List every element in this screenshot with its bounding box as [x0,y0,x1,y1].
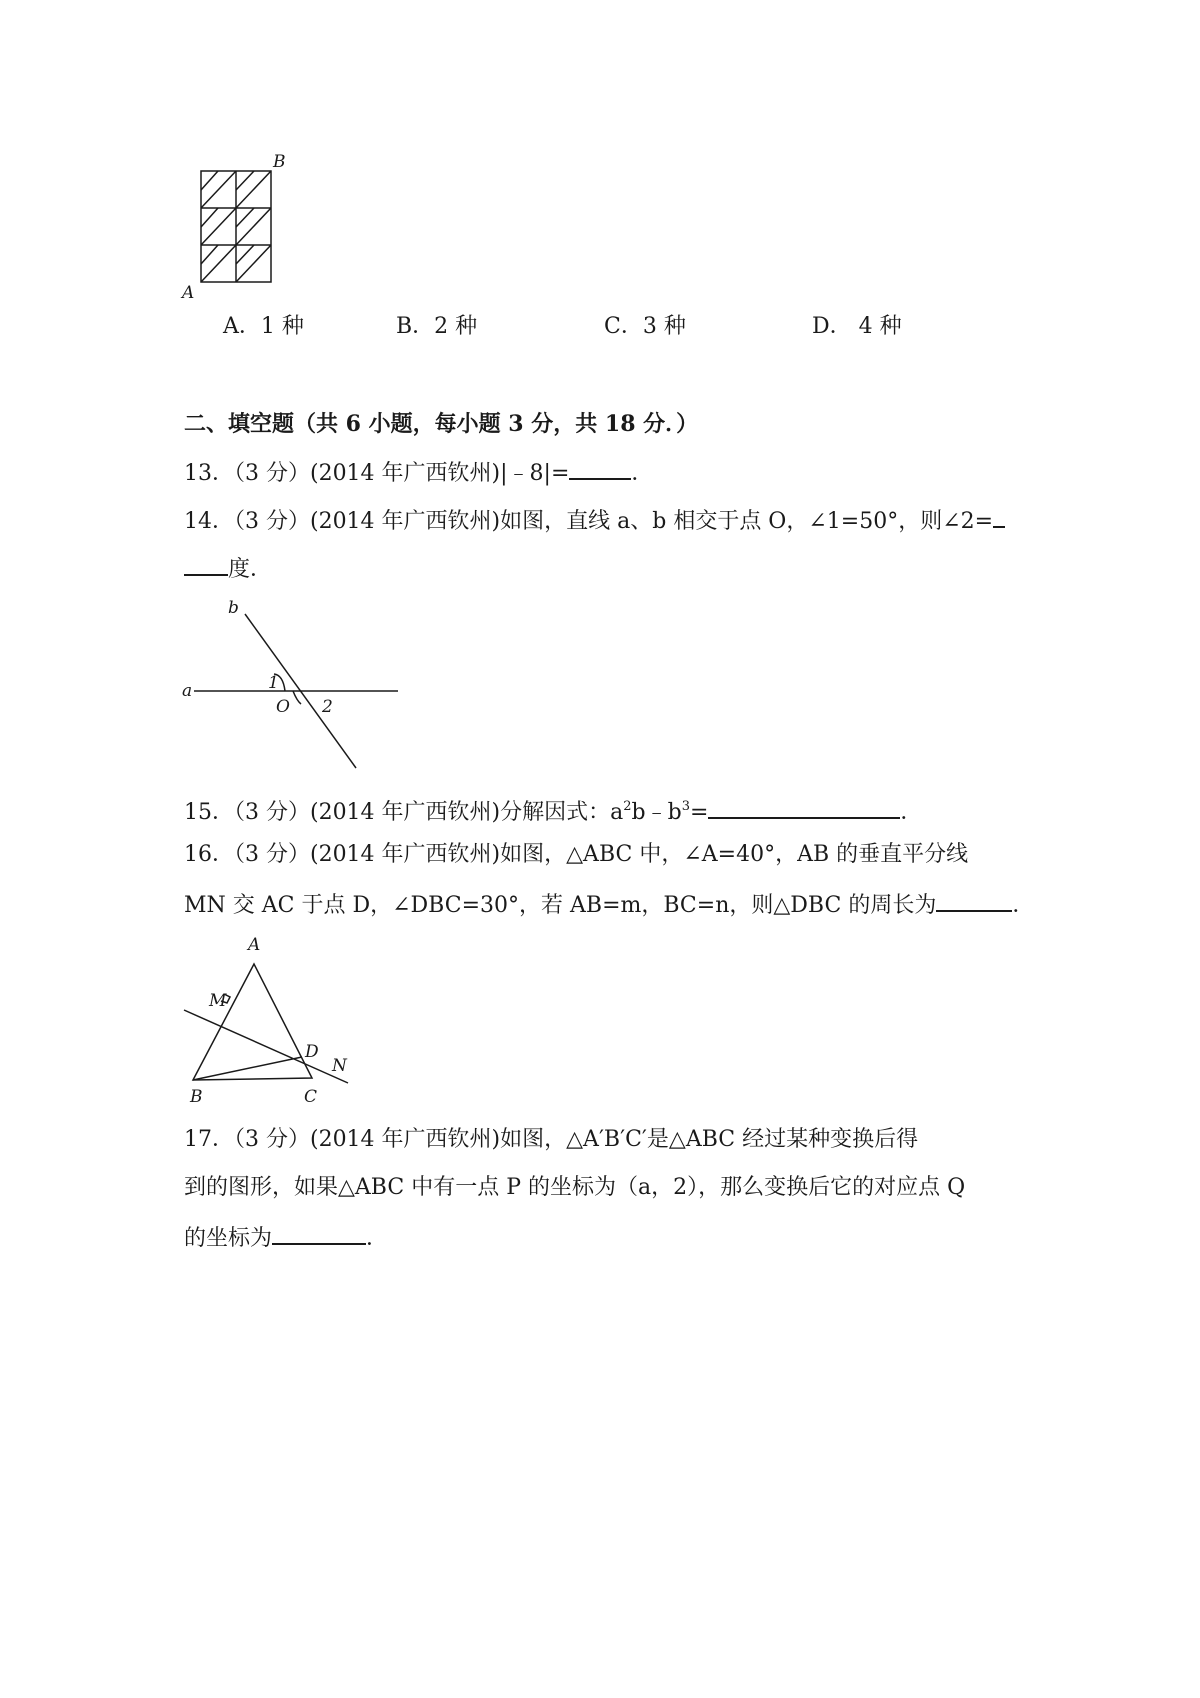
lines-label-b: b [228,598,239,618]
option-d: D． 4 种 [812,314,902,339]
triangle-label-n: N [332,1056,347,1076]
q14-answer-blank-end [184,552,228,576]
lines-label-1: 1 [268,673,279,693]
lines-label-o: O [276,697,290,717]
q15-eq: = [689,800,709,825]
q15-exp-2: 2 [623,799,632,814]
question-13 [184,456,653,489]
triangle-label-b: B [190,1087,203,1107]
q14-line1: 14．（3 分）(2014 年广西钦州)如图，直线 a、b 相交于点 O，∠1=50°，则∠2= [184,509,994,534]
q15-exp-3: 3 [681,799,690,814]
triangle-figure [180,930,360,1110]
question-14-line-1 [184,504,1005,537]
q15-mid: b﹣b [631,800,682,825]
grid-label-b: B [273,152,286,172]
question-16-line-2 [184,888,1034,921]
q15-prefix: 15．（3 分）(2014 年广西钦州)分解因式：a [184,800,624,825]
q16-line2: MN 交 AC 于点 D，∠DBC=30°，若 AB=m，BC=n，则△DBC 的周长为 [184,893,937,918]
q15-answer-blank [708,795,900,819]
q17-line3: 的坐标为 [184,1226,273,1251]
question-17-line-3 [184,1221,388,1254]
q16-line1: 16．（3 分）(2014 年广西钦州)如图，△ABC 中，∠A=40°，AB 的垂直平分线 [184,842,969,867]
triangle-label-m: M [209,991,227,1011]
lines-label-2: 2 [322,697,333,717]
option-c: C．3 种 [604,314,686,339]
q17-line1: 17．（3 分）(2014 年广西钦州)如图，△A′B′C′是△ABC 经过某种变换后得 [184,1127,919,1152]
grid-figure [180,150,290,300]
triangle-label-c: C [304,1087,318,1107]
triangle-label-a: A [248,935,261,955]
intersecting-lines-figure [180,596,410,776]
q14-answer-blank-start [993,504,1005,528]
q13-end: ． [631,461,654,486]
question-17-line-2 [184,1173,965,1203]
q15-end: ． [900,800,923,825]
q17-answer-blank [272,1221,366,1245]
q17-line2: 到的图形，如果△ABC 中有一点 P 的坐标为（a，2），那么变换后它的对应点 Q [184,1175,966,1200]
q17-end: ． [366,1226,389,1251]
q16-answer-blank [936,888,1012,912]
question-16-line-1 [184,840,968,870]
q13-answer-blank [569,456,631,480]
triangle-label-d: D [305,1042,319,1062]
q13-text: 13．（3 分）(2014 年广西钦州)|﹣8|= [184,461,570,486]
question-15 [184,792,922,828]
q14-line2-end: 度． [228,557,273,582]
q16-end: ． [1012,893,1035,918]
option-b: B．2 种 [396,314,478,339]
question-14-line-2 [184,552,272,585]
section-title: 二、填空题（共 6 小题，每小题 3 分，共 18 分．） [184,411,699,437]
lines-label-a: a [182,681,193,701]
grid-label-a: A [182,283,195,300]
question-17-line-1 [184,1125,918,1155]
option-a: A．1 种 [223,314,304,339]
